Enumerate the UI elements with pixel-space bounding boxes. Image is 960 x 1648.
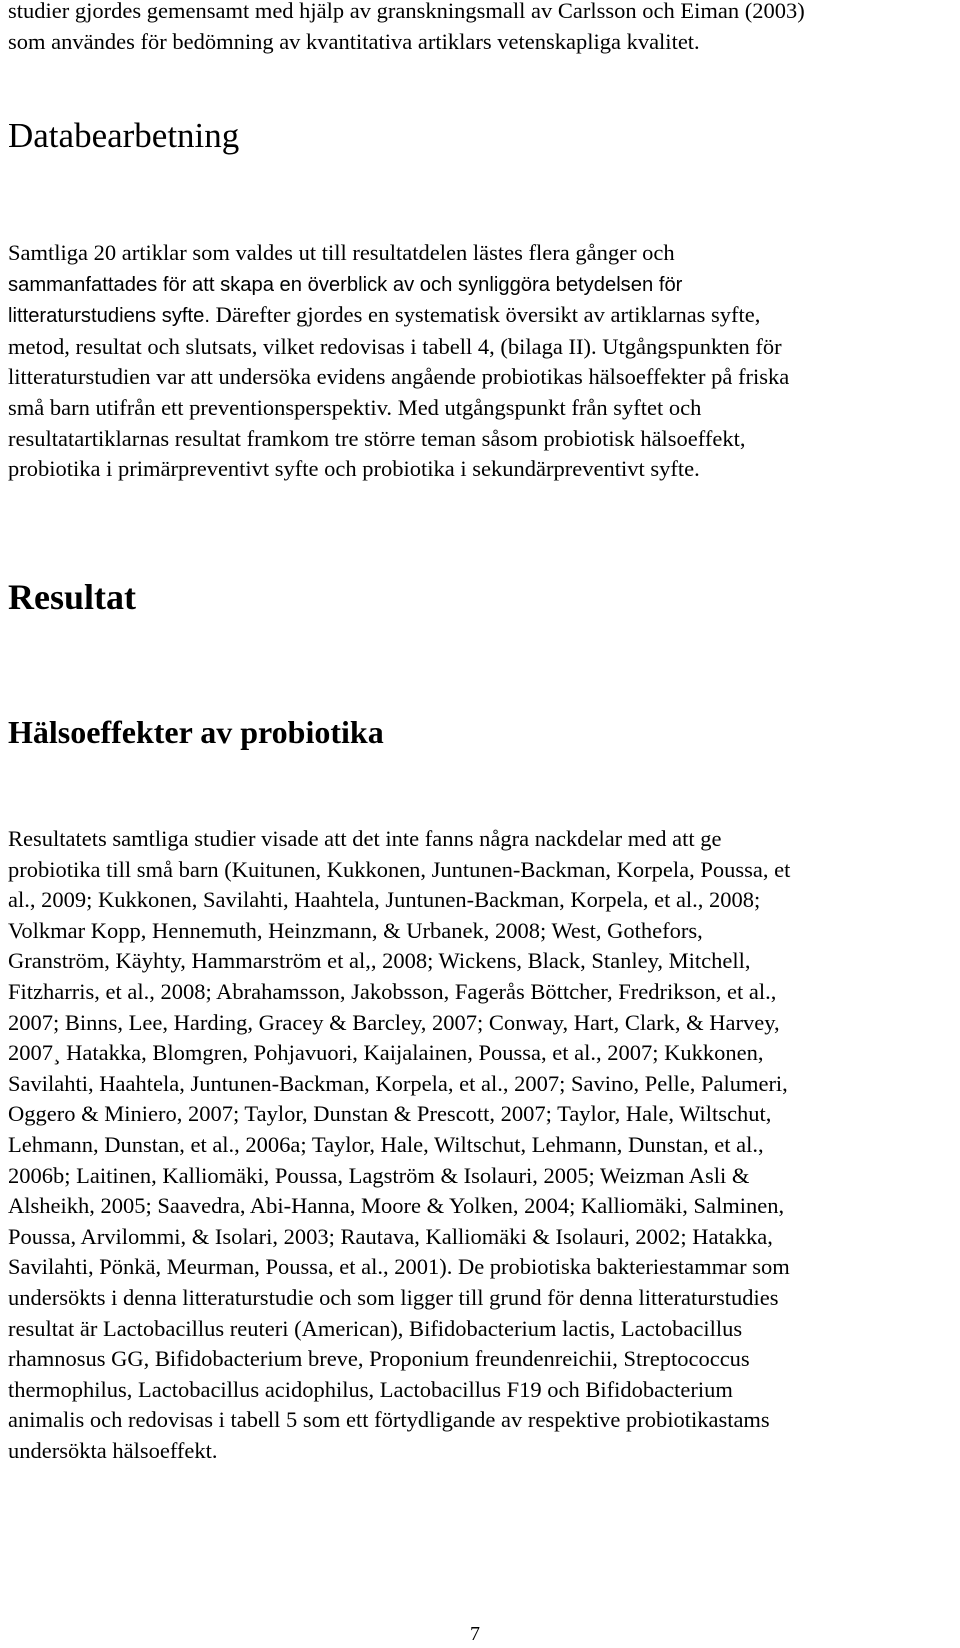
text-line: Granström, Käyhty, Hammarström et al,, 2008; Wickens, Black, Stanley, Mitchell, [8, 948, 751, 974]
text-line: animalis och redovisas i tabell 5 som ett förtydligande av respektive probiotikastams [8, 1407, 770, 1433]
text-line [8, 393, 789, 424]
intro-paragraph [8, 0, 805, 57]
text-line: studier gjordes gemensamt med hjälp av granskningsmall av Carlsson och Eiman (2003) [8, 0, 805, 23]
text-line: Savilahti, Pönkä, Meurman, Poussa, et al., 2001). De probiotiska bakteriestammar som [8, 1254, 790, 1280]
text-segment: små barn utifrån ett preventionsperspektiv. [8, 394, 393, 420]
text-segment: probiotika i primärpreventivt syfte och probiotika i sekundärpreventivt syfte. [8, 456, 700, 482]
text-line: undersökta hälsoeffekt. [8, 1437, 218, 1463]
text-line: Lehmann, Dunstan, et al., 2006a; Taylor, Hale, Wiltschut, Lehmann, Dunstan, et al., [8, 1131, 764, 1157]
subsection-heading-halsoeffekter: Hälsoeffekter av probiotika [8, 714, 384, 750]
text-line: Alsheikh, 2005; Saavedra, Abi-Hanna, Moore & Yolken, 2004; Kalliomäki, Salminen, [8, 1193, 785, 1219]
halsoeffekter-paragraph [8, 824, 790, 1466]
text-line: 2007¸ Hatakka, Blomgren, Pohjavuori, Kaijalainen, Poussa, et al., 2007; Kukkonen, [8, 1040, 764, 1066]
text-line: som användes för bedömning av kvantitativa artiklars vetenskapliga kvalitet. [8, 28, 700, 54]
text-segment: Samtliga 20 artiklar som valdes ut till resultatdelen lästes flera gånger och [8, 240, 675, 265]
text-line [8, 300, 789, 332]
text-line: Resultatets samtliga studier visade att det inte fanns några nackdelar med att ge [8, 826, 722, 851]
text-line: Fitzharris, et al., 2008; Abrahamsson, Jakobsson, Fagerås Böttcher, Fredrikson, et al., [8, 978, 777, 1004]
text-line [8, 424, 789, 455]
text-line [8, 269, 789, 301]
text-line: thermophilus, Lactobacillus acidophilus, Lactobacillus F19 och Bifidobacterium [8, 1376, 733, 1402]
databearbetning-paragraph [8, 238, 789, 485]
text-line: undersökts i denna litteraturstudie och som ligger till grund för denna litteraturstudies [8, 1284, 779, 1310]
text-line: Poussa, Arvilommi, & Isolari, 2003; Rautava, Kalliomäki & Isolauri, 2002; Hatakka, [8, 1223, 773, 1249]
text-segment: metod, resultat och slutsats, vilket redovisas i tabell 4, (bilaga II). [8, 333, 597, 359]
text-line [8, 454, 789, 485]
text-line: rhamnosus GG, Bifidobacterium breve, Proponium freundenreichii, Streptococcus [8, 1346, 750, 1372]
text-line [8, 362, 789, 393]
text-segment: Med utgångspunkt från syftet och [392, 394, 702, 420]
text-segment: Utgångspunkten för [596, 333, 782, 359]
text-line: 2007; Binns, Lee, Harding, Gracey & Barcley, 2007; Conway, Hart, Clark, & Harvey, [8, 1009, 780, 1035]
text-segment: litteraturstudiens syfte. [8, 305, 210, 328]
text-segment: litteraturstudien var att undersöka evidens angående probiotikas hälsoeffekter på friska [8, 364, 790, 390]
text-line: Volkmar Kopp, Hennemuth, Heinzmann, & Urbanek, 2008; West, Gothefors, [8, 917, 703, 943]
text-line [8, 238, 789, 269]
text-segment: Därefter gjordes en systematisk översikt av artiklarnas syfte, [209, 302, 761, 328]
text-line: probiotika till små barn (Kuitunen, Kukkonen, Juntunen-Backman, Korpela, Poussa, et [8, 856, 791, 882]
text-line: Savilahti, Haahtela, Juntunen-Backman, Korpela, et al., 2007; Savino, Pelle, Palumeri, [8, 1070, 788, 1096]
section-heading-resultat: Resultat [8, 577, 136, 617]
text-segment: sammanfattades för att skapa en överblick av och synliggöra betydelsen för [8, 273, 683, 296]
text-line: Oggero & Miniero, 2007; Taylor, Dunstan & Prescott, 2007; Taylor, Hale, Wiltschut, [8, 1101, 772, 1127]
text-line: resultat är Lactobacillus reuteri (American), Bifidobacterium lactis, Lactobacillus [8, 1315, 743, 1341]
text-line: al., 2009; Kukkonen, Savilahti, Haahtela, Juntunen-Backman, Korpela, et al., 2008; [8, 887, 761, 913]
text-line: 2006b; Laitinen, Kalliomäki, Poussa, Lagström & Isolauri, 2005; Weizman Asli & [8, 1162, 750, 1188]
text-line [8, 332, 789, 363]
page-number: 7 [470, 1623, 480, 1645]
text-segment: resultatartiklarnas resultat framkom tre större teman såsom probiotisk hälsoeffekt, [8, 425, 746, 451]
section-heading-databearbetning: Databearbetning [8, 116, 240, 155]
